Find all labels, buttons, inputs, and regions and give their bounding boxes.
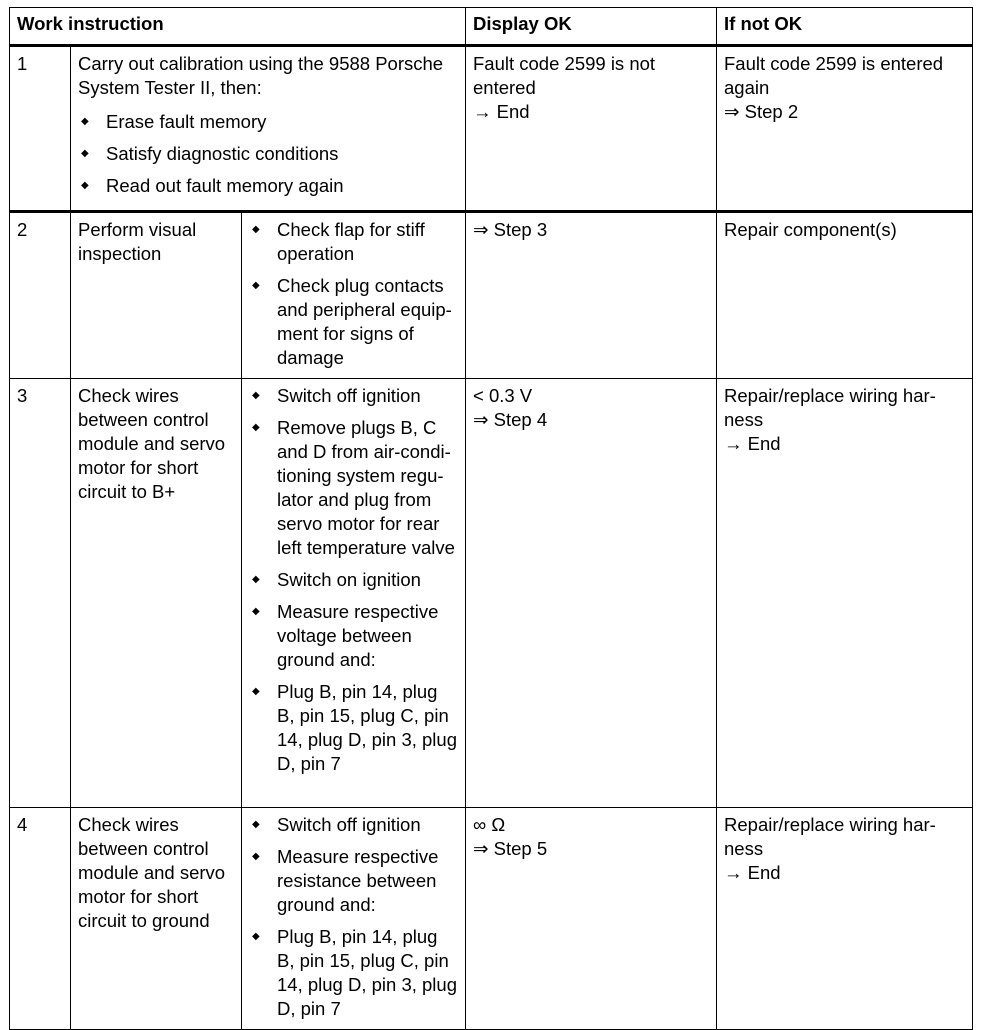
step-number: 4 <box>10 808 71 1030</box>
table-header-row <box>10 8 973 46</box>
if-not-ok-line: Repair/replace wiring har- <box>724 814 936 835</box>
instruction-line: Check wires <box>78 814 179 835</box>
list-item: ◆ Read out fault memory again <box>78 174 459 198</box>
list-item: ◆ Erase fault memory <box>78 110 459 134</box>
header-work-instruction: Work instruction <box>10 8 466 46</box>
bullet-list <box>249 813 459 1021</box>
display-ok-line: ⇒ Step 4 <box>473 409 548 430</box>
step-actions <box>242 212 466 379</box>
instruction-line: System Tester II, then: <box>78 77 262 98</box>
step-actions <box>242 379 466 808</box>
list-item: ◆ Satisfy diagnostic conditions <box>78 142 459 166</box>
table-row <box>10 808 973 1030</box>
header-if-not-ok: If not OK <box>717 8 973 46</box>
instruction-line: module and servo <box>78 433 226 454</box>
step-instruction <box>71 808 242 1030</box>
list-item: ◆ Check flap for stiff operation <box>249 218 459 266</box>
instruction-line: Carry out calibration using the 9588 Porsche <box>78 53 444 74</box>
step-number: 2 <box>10 212 71 379</box>
display-ok-cell <box>466 808 717 1030</box>
display-ok-line: ⇒ Step 3 <box>473 219 548 240</box>
if-not-ok-line: ness <box>724 838 764 859</box>
display-ok-cell <box>466 46 717 212</box>
list-item: ◆ Measure respective resistance between ground and: <box>249 845 459 917</box>
instruction-line: circuit to ground <box>78 910 210 931</box>
table-row <box>10 379 973 808</box>
instruction-line: module and servo <box>78 862 226 883</box>
if-not-ok-line: ⇒ Step 2 <box>724 101 799 122</box>
header-display-ok: Display OK <box>466 8 717 46</box>
work-instruction-table <box>9 7 973 1030</box>
bullet-list <box>249 218 459 370</box>
if-not-ok-line: ness <box>724 409 764 430</box>
display-ok-line: ⇒ Step 5 <box>473 838 548 859</box>
step-number: 3 <box>10 379 71 808</box>
instruction-line: inspection <box>78 243 162 264</box>
if-not-ok-line: → End <box>724 433 781 454</box>
if-not-ok-cell <box>717 212 973 379</box>
display-ok-line: ∞ Ω <box>473 814 506 835</box>
list-item: ◆ Measure respective voltage between ground and: <box>249 600 459 672</box>
if-not-ok-cell <box>717 46 973 212</box>
list-item: ◆ Check plug contacts and peripheral equip-ment for signs of damage <box>249 274 459 370</box>
instruction-line: Perform visual <box>78 219 197 240</box>
instruction-line: between control <box>78 409 209 430</box>
instruction-line: motor for short <box>78 886 199 907</box>
instruction-line: between control <box>78 838 209 859</box>
if-not-ok-line: → End <box>724 862 781 883</box>
if-not-ok-line: again <box>724 77 770 98</box>
if-not-ok-line: Repair/replace wiring har- <box>724 385 936 406</box>
table-row <box>10 46 973 212</box>
step-instruction <box>71 212 242 379</box>
list-item: ◆ Plug B, pin 14, plug B, pin 15, plug C, pin 14, plug D, pin 3, plug D, pin 7 <box>249 680 459 776</box>
list-item: ◆ Switch off ignition <box>249 384 459 408</box>
step-instruction <box>71 46 466 212</box>
if-not-ok-cell <box>717 808 973 1030</box>
display-ok-line: Fault code 2599 is not <box>473 53 656 74</box>
bullet-list <box>249 384 459 776</box>
instruction-line: motor for short <box>78 457 199 478</box>
display-ok-line: < 0.3 V <box>473 385 533 406</box>
step-number: 1 <box>10 46 71 212</box>
display-ok-cell <box>466 212 717 379</box>
if-not-ok-cell <box>717 379 973 808</box>
list-item: ◆ Plug B, pin 14, plug B, pin 15, plug C, pin 14, plug D, pin 3, plug D, pin 7 <box>249 925 459 1021</box>
display-ok-line: → End <box>473 101 530 122</box>
step-actions <box>242 808 466 1030</box>
display-ok-line: entered <box>473 77 536 98</box>
list-item: ◆ Remove plugs B, C and D from air-condi-tioning system regu-lator and plug from servo motor for rear left temperature valve <box>249 416 459 560</box>
table-row <box>10 212 973 379</box>
bullet-list <box>78 110 459 198</box>
list-item: ◆ Switch off ignition <box>249 813 459 837</box>
display-ok-cell <box>466 379 717 808</box>
if-not-ok-line: Fault code 2599 is entered <box>724 53 944 74</box>
if-not-ok-line: Repair component(s) <box>724 219 897 240</box>
instruction-line: Check wires <box>78 385 179 406</box>
step-instruction <box>71 379 242 808</box>
list-item: ◆ Switch on ignition <box>249 568 459 592</box>
instruction-line: circuit to B+ <box>78 481 176 502</box>
